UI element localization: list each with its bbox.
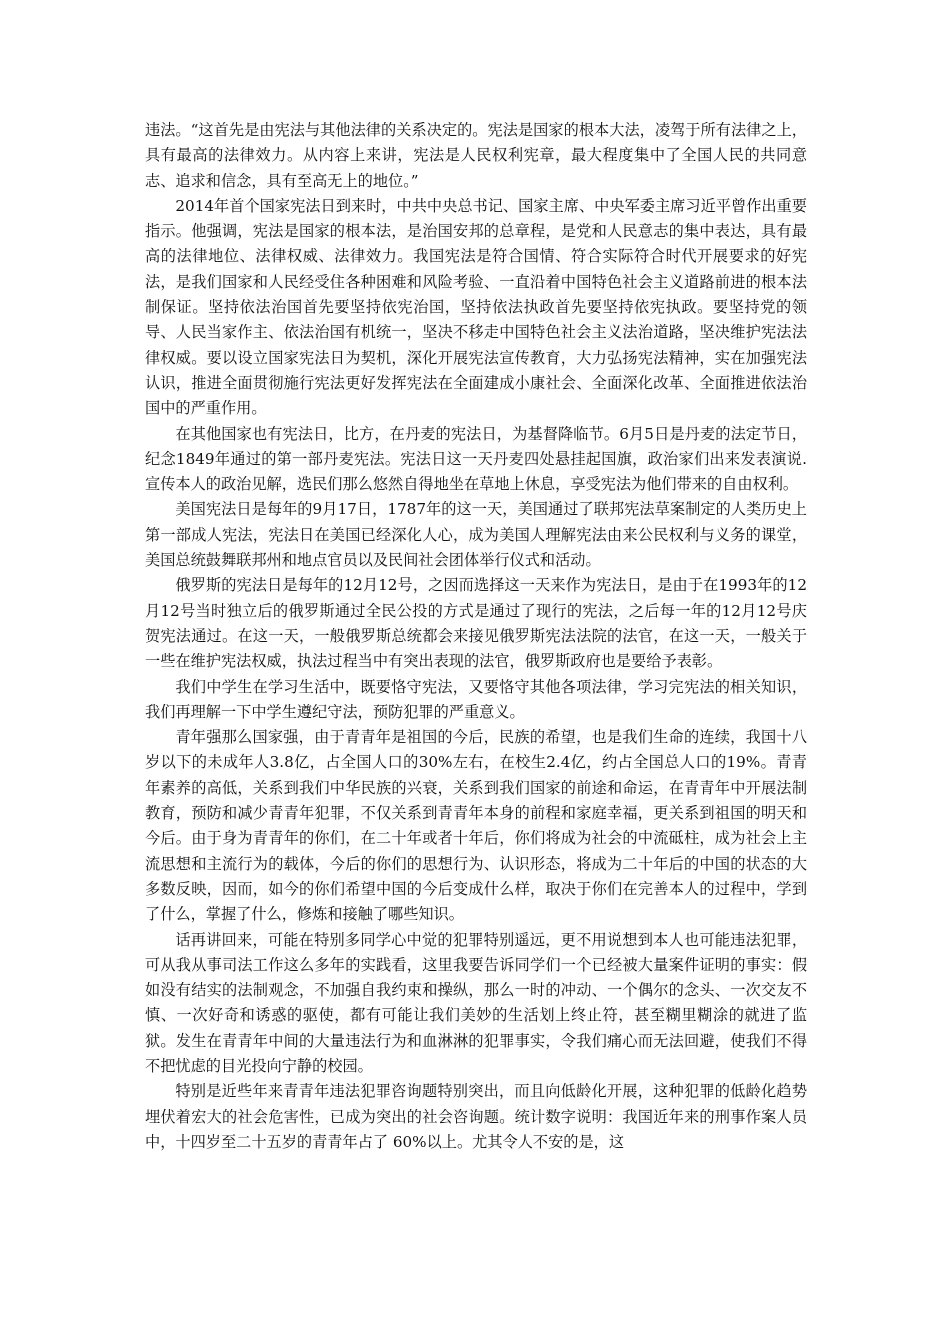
paragraph-9: 特别是近些年来青青年违法犯罪咨询题特别突出，而且向低龄化开展，这种犯罪的低龄化趋势埋伏着宏大的社会危害性，已成为突出的社会咨询题。统计数字说明：我国近年来的刑事作案人员中，十四岁至二十五岁的青青年占了 60%以上。尤其令人不安的是，这 — [145, 1082, 807, 1151]
document-page — [145, 118, 807, 1155]
paragraph-6: 我们中学生在学习生活中，既要恪守宪法，又要恪守其他各项法律，学习完宪法的相关知识，我们再理解一下中学生遵纪守法，预防犯罪的严重意义。 — [145, 677, 807, 721]
paragraph-3: 在其他国家也有宪法日，比方，在丹麦的宪法日，为基督降临节。6月5日是丹麦的法定节日，纪念1849年通过的第一部丹麦宪法。宪法日这一天丹麦四处悬挂起国旗，政治家们出来发表演说.宣传本人的政治见解，选民们那么悠然自得地坐在草地上休息，享受宪法为他们带来的自由权利。 — [145, 424, 807, 494]
paragraph-8: 话再讲回来，可能在特别多同学心中觉的犯罪特别遥远，更不用说想到本人也可能违法犯罪，可从我从事司法工作这么多年的实践看，这里我要告诉同学们一个已经被大量案件证明的事实：假如没有结实的法制观念，不加强自我约束和操纵，那么一时的冲动、一个偶尔的念头、一次交友不慎、一次好奇和诱惑的驱使，都有可能让我们美妙的生活划上终止符，甚至糊里糊涂的就进了监狱。发生在青青年中间的大量违法行为和血淋淋的犯罪事实，令我们痛心而无法回避，使我们不得不把忧虑的目光投向宁静的校园。 — [145, 930, 807, 1075]
paragraph-7: 青年强那么国家强，由于青青年是祖国的今后，民族的希望，也是我们生命的连续，我国十八岁以下的未成年人3.8亿，占全国人口的30%左右，在校生2.4亿，约占全国总人口的19%。青青年素养的高低，关系到我们中华民族的兴衰，关系到我们国家的前途和命运，在青青年中开展法制教育，预防和减少青青年犯罪，不仅关系到青青年本身的前程和家庭幸福，更关系到祖国的明天和今后。由于身为青青年的你们，在二十年或者十年后，你们将成为社会的中流砥柱，成为社会上主流思想和主流行为的载体，今后的你们的思想行为、认识形态，将成为二十年后的中国的状态的大多数反映，因而，如今的你们希望中国的今后变成什么样，取决于你们在完善本人的过程中，学到了什么，掌握了什么，修炼和接触了哪些知识。 — [145, 728, 807, 924]
paragraph-5: 俄罗斯的宪法日是每年的12月12号，之因而选择这一天来作为宪法日，是由于在1993年的12月12号当时独立后的俄罗斯通过全民公投的方式是通过了现行的宪法，之后每一年的12月12号庆贺宪法通过。在这一天，一般俄罗斯总统都会来接见俄罗斯宪法法院的法官，在这一天，一般关于一些在维护宪法权威，执法过程当中有突出表现的法官，俄罗斯政府也是要给予表彰。 — [145, 576, 807, 671]
paragraph-1: 违法。“这首先是由宪法与其他法律的关系决定的。宪法是国家的根本大法，凌驾于所有法律之上，具有最高的法律效力。从内容上来讲，宪法是人民权利宪章，最大程度集中了全国人民的共同意志、追求和信念，具有至高无上的地位。” — [145, 121, 807, 190]
paragraph-2: 2014年首个国家宪法日到来时，中共中央总书记、国家主席、中央军委主席习近平曾作出重要指示。他强调，宪法是国家的根本法，是治国安邦的总章程，是党和人民意志的集中表达，具有最高的法律地位、法律权威、法律效力。我国宪法是符合国情、符合实际符合时代开展要求的好宪法，是我们国家和人民经受住各种困难和风险考验、一直沿着中国特色社会主义道路前进的根本法制保证。坚持依法治国首先要坚持依宪治国，坚持依法执政首先要坚持依宪执政。要坚持党的领导、人民当家作主、依法治国有机统一，坚决不移走中国特色社会主义法治道路，坚决维护宪法法律权威。要以设立国家宪法日为契机，深化开展宪法宣传教育，大力弘扬宪法精神，实在加强宪法认识，推进全面贯彻施行宪法更好发挥宪法在全面建成小康社会、全面深化改革、全面推进依法治国中的严重作用。 — [145, 196, 807, 418]
paragraph-4: 美国宪法日是每年的9月17日，1787年的这一天，美国通过了联邦宪法草案制定的人类历史上第一部成人宪法，宪法日在美国已经深化人心，成为美国人理解宪法由来公民权利与义务的课堂，美国总统鼓舞联邦州和地点官员以及民间社会团体举行仪式和活动。 — [145, 500, 807, 570]
